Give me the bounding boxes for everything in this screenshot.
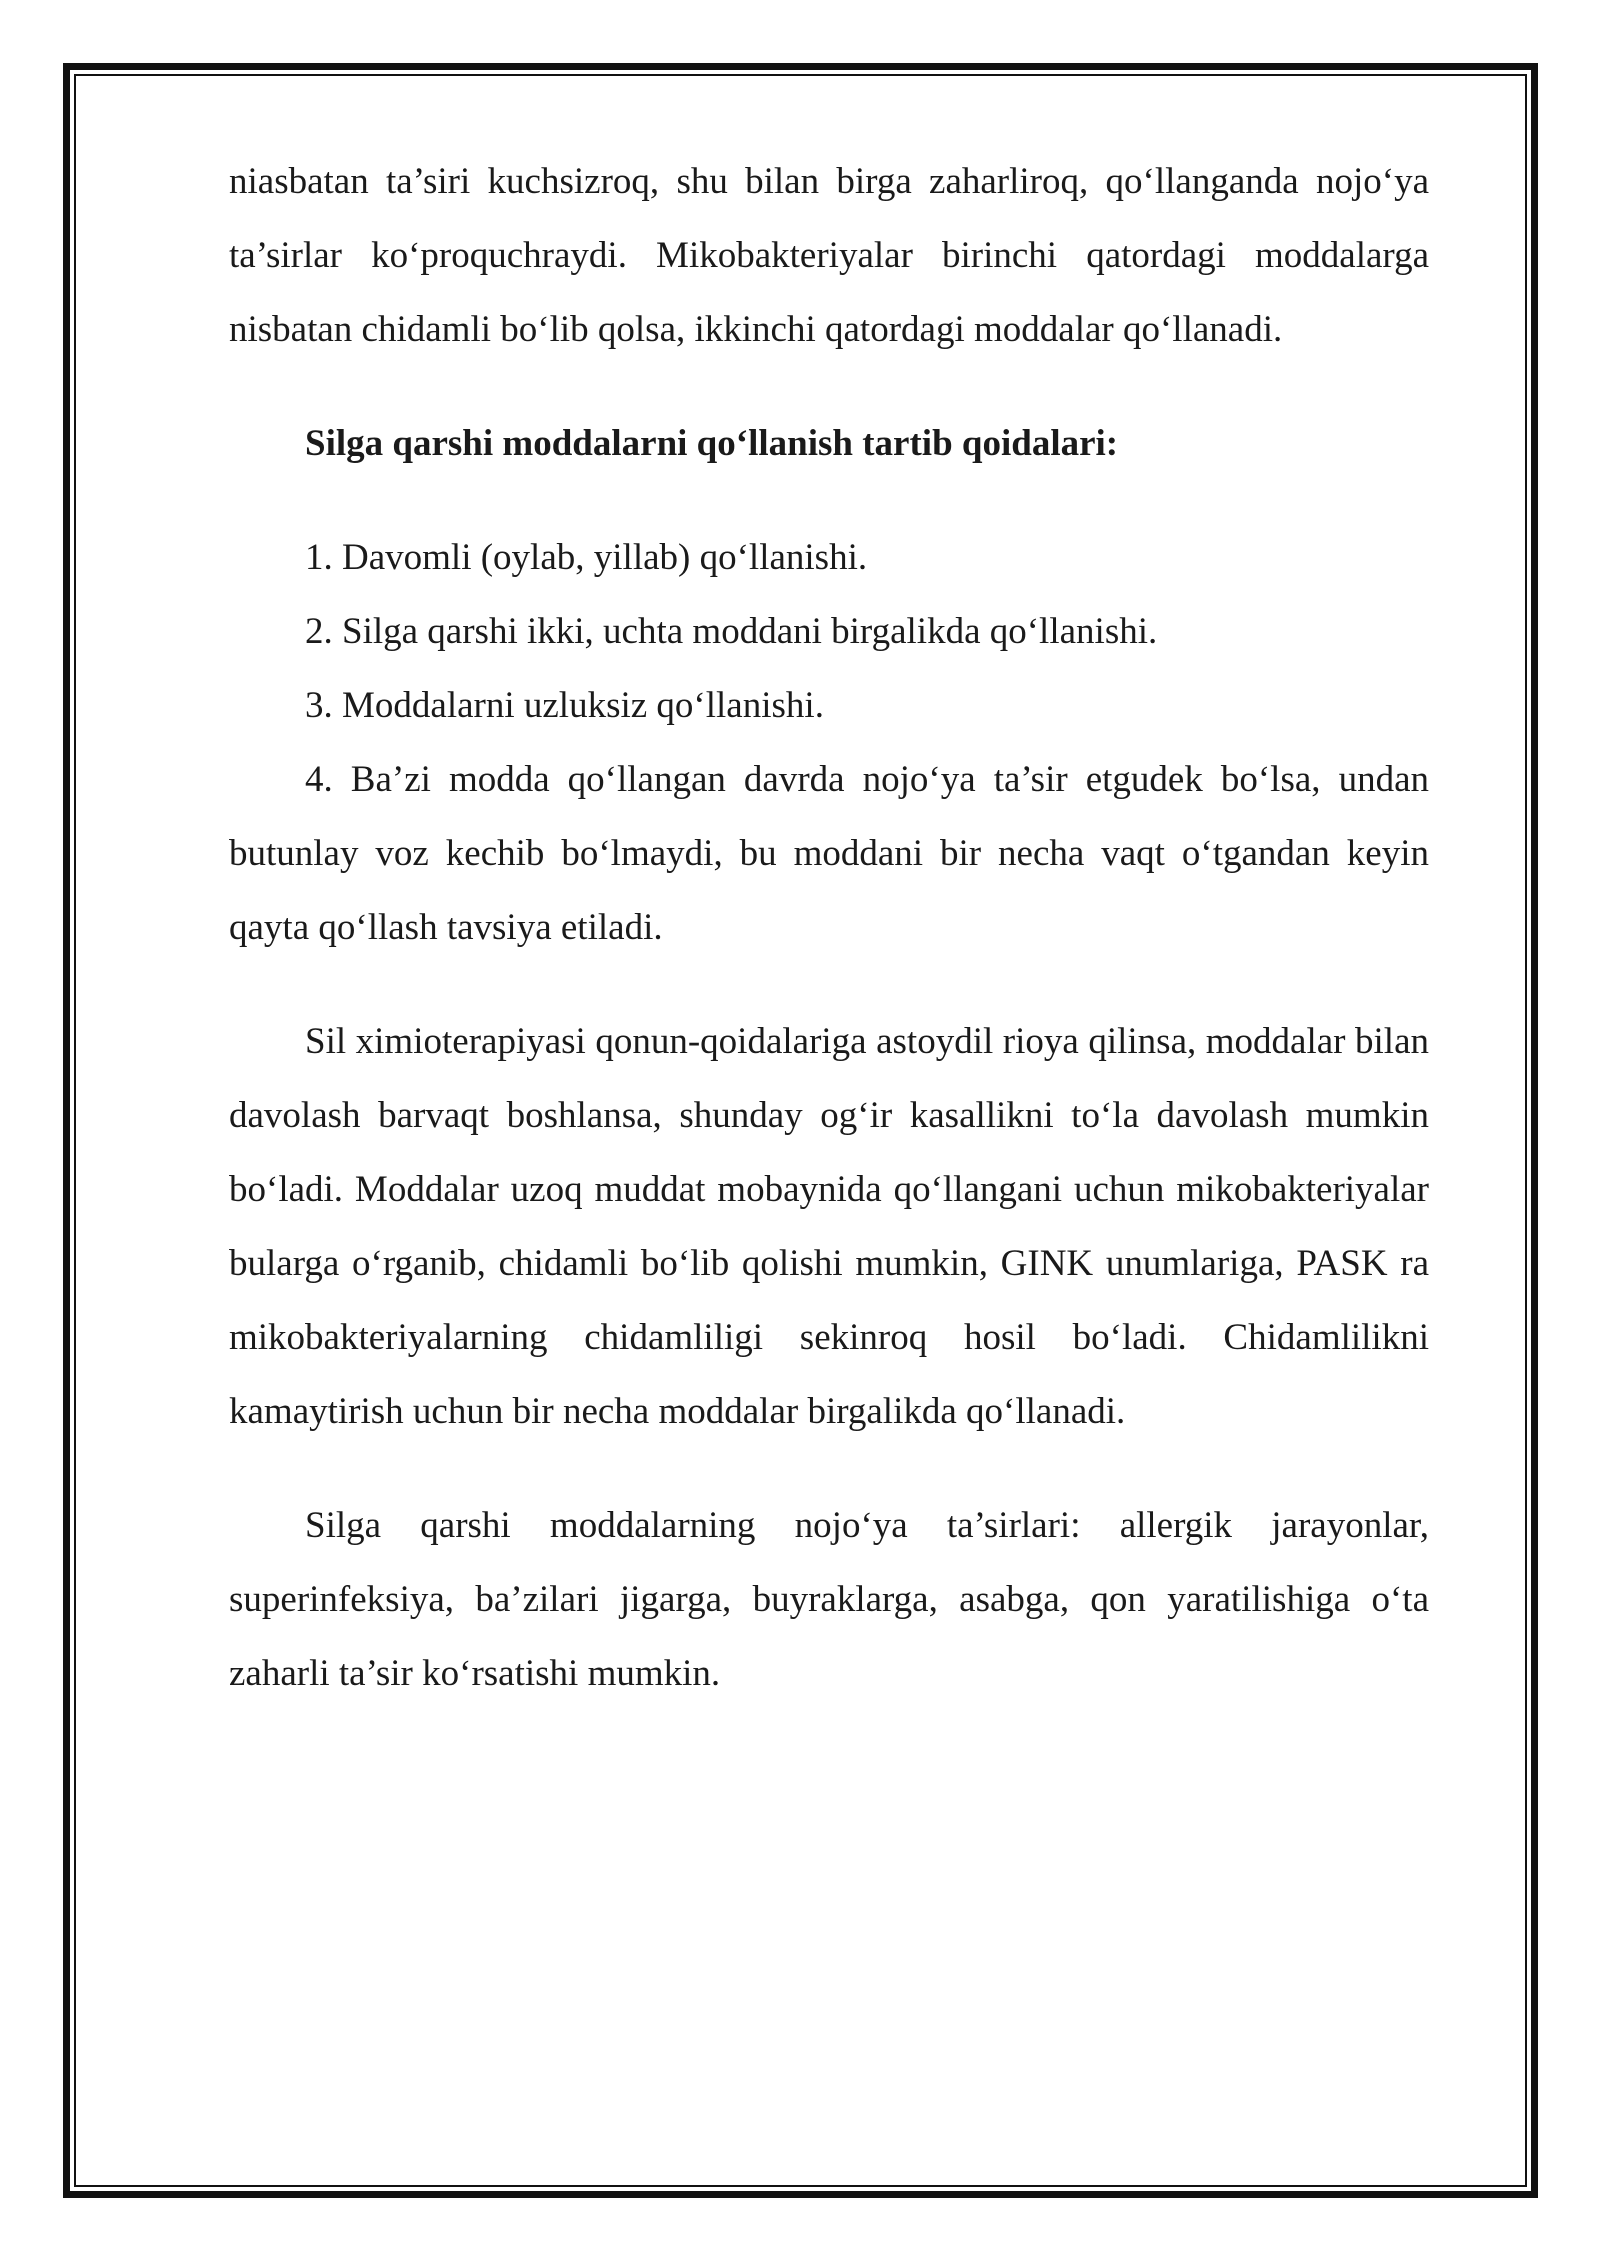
rule-item-4: 4. Ba’zi modda qo‘llangan davrda nojo‘ya ta’sir etgudek bo‘lsa, undan butunlay voz kechib bo‘lmaydi, bu moddani bir necha vaqt o‘tgandan keyin qayta qo‘llash tavsiya etiladi. (229, 759, 1429, 948)
chemotherapy-paragraph: Sil ximioterapiyasi qonun-qoidalariga astoydil rioya qilinsa, moddalar bilan davolash barvaqt boshlansa, shunday og‘ir kasallikni to‘la davolash mumkin bo‘ladi. Moddalar uzoq muddat mobaynida qo‘llangani uchun mikobakteriyalar bularga o‘rganib, chidamli bo‘lib qolishi mumkin, GINK unumlariga, PASK ra mikobakteriyalarning chidamliligi sekinroq hosil bo‘ladi. Chidamlilikni kamaytirish uchun bir necha moddalar birgalikda qo‘llanadi. (229, 1021, 1429, 1432)
rule-item-3: 3. Moddalarni uzluksiz qo‘llanishi. (305, 685, 824, 726)
rule-item-1: 1. Davomli (oylab, yillab) qo‘llanishi. (305, 537, 868, 578)
side-effects-paragraph: Silga qarshi moddalarning nojo‘ya ta’sirlari: allergik jarayonlar, superinfeksiya, ba’zilari jigarga, buyraklarga, asabga, qon yaratilishiga o‘ta zaharli ta’sir ko‘rsatishi mumkin. (229, 1505, 1429, 1694)
page-content (229, 145, 1429, 1711)
section-heading: Silga qarshi moddalarni qo‘llanish tartib qoidalari: (305, 423, 1119, 464)
intro-paragraph: niasbatan ta’siri kuchsizroq, shu bilan birga zaharliroq, qo‘llanganda nojo‘ya ta’sirlar ko‘proquchraydi. Mikobakteriyalar birinchi qatordagi moddalarga nisbatan chidamli bo‘lib qolsa, ikkinchi qatordagi moddalar qo‘llanadi. (229, 161, 1429, 350)
rule-item-2: 2. Silga qarshi ikki, uchta moddani birgalikda qo‘llanishi. (305, 611, 1158, 652)
